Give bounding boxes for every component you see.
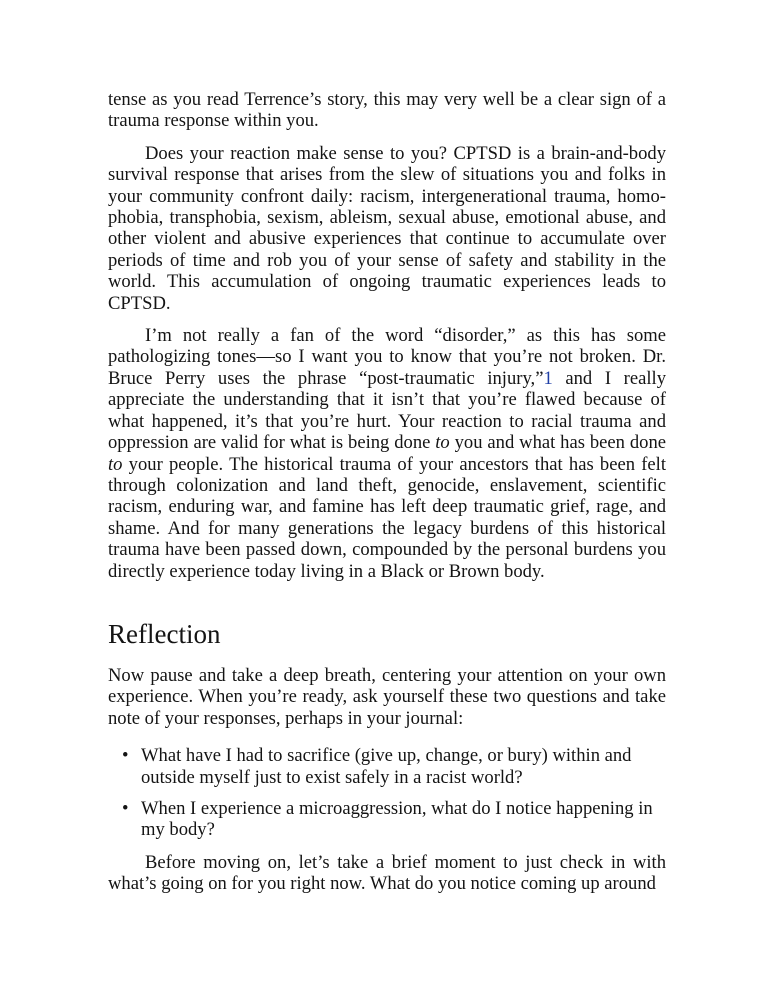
paragraph-check-in: Before moving on, let’s take a brief moment to just check in with what’s going on for you right now. What do you notice coming up around xyxy=(108,851,666,895)
paragraph-disorder-text-c: you and what has been done xyxy=(449,432,666,454)
list-item xyxy=(122,745,666,788)
list-item xyxy=(122,797,666,841)
paragraph-continuation: tense as you read Terrence’s story, this may very well be a clear sign of a trauma response within you. xyxy=(108,89,666,132)
list-item-text: What have I had to sacrifice (give up, change, or bury) within and outside myself just to exist safely in a racist world? xyxy=(141,745,632,788)
reflection-question-list xyxy=(108,745,666,841)
footnote-link[interactable]: 1 xyxy=(543,367,553,389)
emphasis-to-2: to xyxy=(108,453,123,475)
paragraph-reflection-intro: Now pause and take a deep breath, centering your attention on your own experience. When you’re ready, ask yourself these two questions and take note of your responses, perhaps in your journal: xyxy=(108,664,666,729)
paragraph-cptsd: Does your reaction make sense to you? CPTSD is a brain-and-body survival response that arises from the slew of situations you and folks in your community confront daily: racism, intergenerational trauma, homophobia, transphobia, sexism, ableism, sexual abuse, emotional abuse, and other violent and abusive experiences that continue to accumulate over periods of time and rob you of your sense of safety and stability in the world. This accumulation of ongoing traumatic experiences leads to CPTSD. xyxy=(108,142,666,314)
section-heading: Reflection xyxy=(108,618,221,649)
bullet-icon: • xyxy=(122,745,129,767)
list-item-text: When I experience a microaggression, what do I notice happening in my body? xyxy=(141,797,653,841)
paragraph-disorder-text-a: I’m not really a fan of the word “disorder,” as this has some pathologizing tones—so I want you to know that you’re not broken. Dr. Bruce Perry uses the phrase “post-traumatic injury,” xyxy=(108,325,666,389)
paragraph-disorder-text-d: your people. The historical trauma of your ancestors that has been felt through colonization and land theft, genocide, enslavement, scientific racism, enduring war, and famine has left deep traumatic grief, rage, and shame. And for many generations the legacy burdens of this historical trauma have been passed down, compounded by the personal burdens you directly experience today living in a Black or Brown body. xyxy=(108,453,666,582)
emphasis-to-1: to xyxy=(435,432,450,454)
paragraph-disorder-text-b: and I really appreciate the understanding that it isn’t that you’re flawed because of what happened, it’s that you’re hurt. Your reaction to racial trauma and oppression are valid for what is being done xyxy=(108,367,666,454)
bullet-icon: • xyxy=(122,797,129,819)
paragraph-disorder xyxy=(108,325,666,582)
